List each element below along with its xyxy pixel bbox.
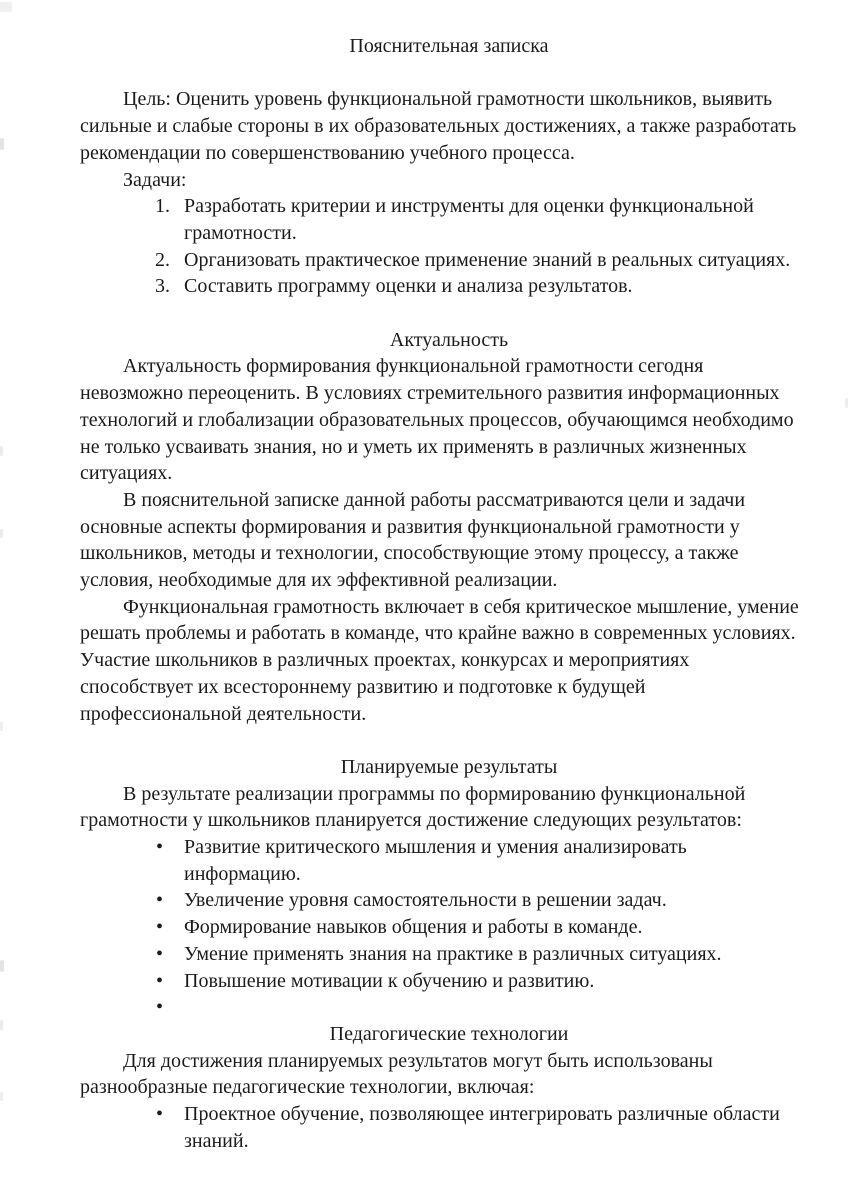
result-bullet-text — [184, 941, 802, 968]
result-bullet-item — [80, 914, 802, 941]
text-line: основные аспекты формирования и развития функциональной грамотности у — [80, 515, 740, 538]
task-item — [80, 273, 802, 300]
planned-results-intro — [80, 781, 802, 834]
scan-artifact — [0, 960, 4, 972]
relevance-heading: Актуальность — [389, 328, 509, 351]
result-bullet-item — [80, 887, 802, 914]
scan-artifact — [0, 138, 4, 150]
task-item-text — [184, 273, 802, 300]
text-line: решать проблемы и работать в команде, что крайне важно в современных условиях. — [80, 622, 796, 645]
relevance-paragraph — [80, 487, 802, 594]
bullet-icon: • — [156, 836, 164, 859]
text-line: грамотности. — [184, 221, 297, 244]
text-line: Увеличение уровня самостоятельности в решении задач. — [184, 889, 667, 912]
goal-paragraph — [80, 86, 802, 166]
text-line: Составить программу оценки и анализа результатов. — [184, 275, 633, 298]
text-line: школьников, методы и технологии, способствующие этому процессу, а также — [80, 542, 739, 565]
scan-artifact — [0, 446, 3, 456]
text-line: информацию. — [184, 862, 301, 885]
task-item-text — [184, 193, 802, 246]
list-number: 1. — [155, 195, 170, 218]
scan-artifact — [0, 1092, 3, 1101]
result-bullet-item-empty — [80, 994, 802, 1021]
text-line: способствует их всестороннему развитию и подготовке к будущей — [80, 675, 646, 698]
blank-line — [80, 300, 802, 327]
text-line: В результате реализации программы по формированию функциональной — [123, 782, 746, 805]
result-bullet-text — [184, 968, 802, 995]
task-item-text — [184, 247, 802, 274]
text-line: Актуальность формирования функциональной грамотности сегодня — [123, 355, 704, 378]
text-line: Умение применять знания на практике в различных ситуациях. — [184, 942, 722, 965]
text-line: не только усваивать знания, но и уметь их применять в различных жизненных — [80, 435, 747, 458]
text-line: невозможно переоценить. В условиях стремительного развития информационных — [80, 382, 780, 405]
result-bullet-item — [80, 834, 802, 887]
text-line: Организовать практическое применение знаний в реальных ситуациях. — [184, 248, 791, 271]
blank-line — [80, 727, 802, 754]
result-bullet-item — [80, 941, 802, 968]
task-item — [80, 193, 802, 246]
text-line: Проектное обучение, позволяющее интегрировать различные области — [184, 1103, 780, 1126]
text-line: технологий и глобализации образовательных процессов, обучающимся необходимо — [80, 408, 794, 431]
text-line: Развитие критического мышления и умения анализировать — [184, 836, 687, 859]
document-title: Пояснительная записка — [349, 35, 549, 57]
result-bullet-item — [80, 968, 802, 995]
text-line: Функциональная грамотность включает в себя критическое мышление, умение — [123, 595, 799, 618]
text-line: грамотности у школьников планируется достижение следующих результатов: — [80, 809, 742, 832]
result-bullet-text — [184, 887, 802, 914]
text-line: Формирование навыков общения и работы в команде. — [184, 916, 643, 939]
task-item — [80, 247, 802, 274]
result-bullet-text — [184, 914, 802, 941]
planned-results-heading: Планируемые результаты — [340, 755, 558, 778]
tasks-label: Задачи: — [123, 168, 187, 191]
relevance-paragraph — [80, 594, 802, 728]
document-content — [80, 33, 802, 1154]
text-line: Цель: Оценить уровень функциональной грамотности школьников, выявить — [123, 88, 773, 111]
bullet-icon: • — [156, 996, 164, 1019]
text-line: разнообразные педагогические технологии, включая: — [80, 1076, 535, 1099]
bullet-icon: • — [156, 969, 164, 992]
technology-bullet-item — [80, 1101, 802, 1154]
technologies-intro — [80, 1048, 802, 1101]
text-line: знаний. — [184, 1129, 249, 1152]
text-line: профессиональной деятельности. — [80, 702, 367, 725]
text-line: рекомендации по совершенствованию учебного процесса. — [80, 141, 575, 164]
text-line: Участие школьников в различных проектах, конкурсах и мероприятиях — [80, 649, 690, 672]
list-number: 2. — [155, 248, 170, 271]
technologies-bullet-list — [80, 1101, 802, 1154]
planned-results-bullet-list — [80, 834, 802, 1021]
scan-artifact — [0, 722, 3, 731]
scan-artifact — [0, 1020, 3, 1030]
text-line: Повышение мотивации к обучению и развитию. — [184, 969, 595, 992]
text-line: Разработать критерии и инструменты для оценки функциональной — [184, 195, 754, 218]
list-number: 3. — [155, 275, 170, 298]
text-line: сильные и слабые стороны в их образовательных достижениях, а также разработать — [80, 115, 797, 138]
text-line: условия, необходимые для их эффективной реализации. — [80, 569, 558, 592]
text-line: Для достижения планируемых результатов могут быть использованы — [123, 1049, 713, 1072]
blank-line — [80, 60, 802, 87]
result-bullet-text — [184, 834, 802, 887]
text-line: ситуациях. — [80, 462, 173, 485]
bullet-icon: • — [156, 942, 164, 965]
bullet-icon: • — [156, 889, 164, 912]
bullet-icon: • — [156, 1103, 164, 1126]
relevance-paragraph — [80, 353, 802, 487]
tasks-numbered-list — [80, 193, 802, 300]
scan-artifact — [0, 2, 12, 12]
bullet-icon: • — [156, 916, 164, 939]
technology-bullet-text — [184, 1101, 802, 1154]
scan-artifact — [0, 529, 3, 538]
technologies-heading: Педагогические технологии — [329, 1022, 569, 1045]
text-line: В пояснительной записке данной работы рассматриваются цели и задачи — [123, 488, 746, 511]
